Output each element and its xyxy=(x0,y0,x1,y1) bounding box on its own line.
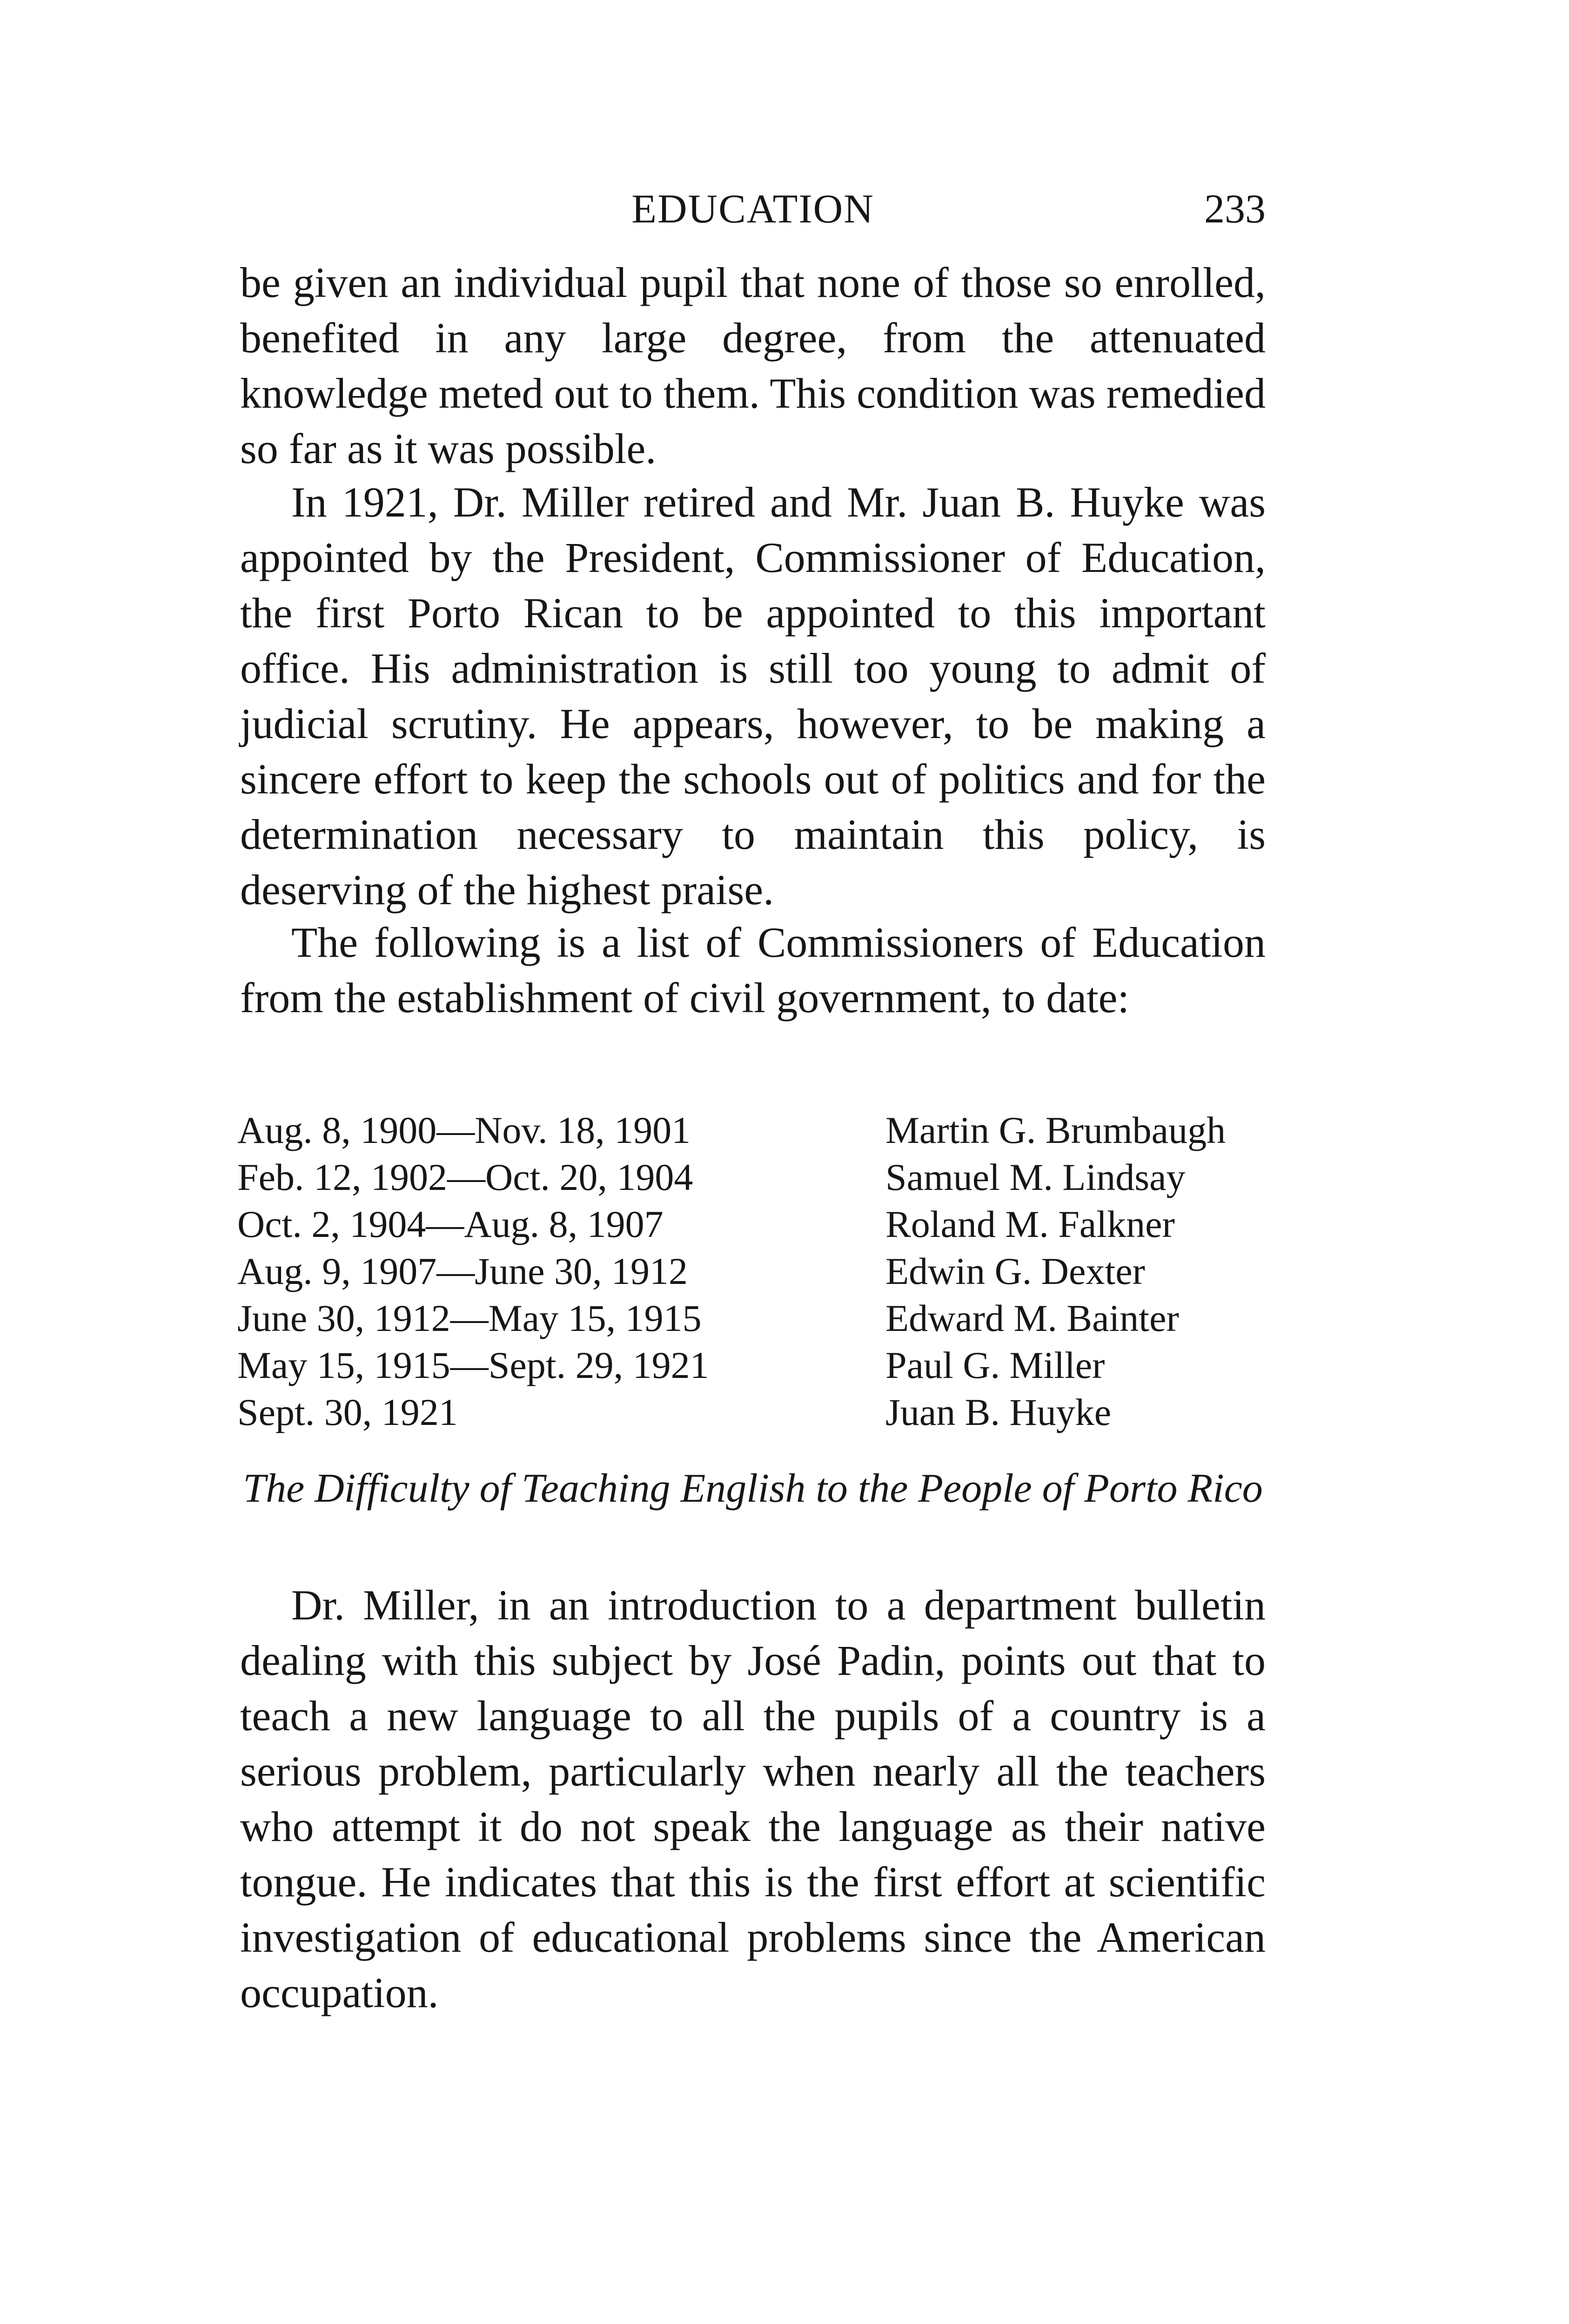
table-row xyxy=(237,1248,1267,1295)
paragraph-text: The following is a list of Commissioners of Education from the establishment of civil government, to date: xyxy=(240,919,1266,1021)
running-head xyxy=(240,179,1266,240)
paragraph-text: In 1921, Dr. Miller retired and Mr. Juan B. Huyke was appointed by the President, Commissioner of Education, the first Porto Rican to be appointed to this important office. His administration is still too young to admit of judicial scrutiny. He appears, however, to be making a sincere effort to keep the schools out of politics and for the determination necessary to maintain this policy, is deserving of the highest praise. xyxy=(240,478,1266,913)
paragraph-huyke-appointment xyxy=(240,475,1266,918)
commissioner-name: Paul G. Miller xyxy=(885,1344,1105,1386)
commissioners-table xyxy=(237,1107,1267,1436)
term-dates: Sept. 30, 1921 xyxy=(237,1391,458,1433)
paragraph-continuation xyxy=(240,255,1266,477)
table-row xyxy=(237,1154,1267,1201)
paragraph-text: Dr. Miller, in an introduction to a department bulletin dealing with this subject by José Padin, points out that to teach a new language to all the pupils of a country is a serious problem, particularly when nearly all the teachers who attempt it do not speak the language as their native tongue. He indicates that this is the first effort at scientific investigation of educational problems since the American occupation. xyxy=(240,1581,1266,2016)
commissioner-name: Juan B. Huyke xyxy=(885,1391,1112,1433)
running-title: EDUCATION xyxy=(631,187,874,232)
commissioner-name: Samuel M. Lindsay xyxy=(885,1156,1186,1198)
page-number: 233 xyxy=(1204,187,1266,232)
term-dates: May 15, 1915—Sept. 29, 1921 xyxy=(237,1344,709,1386)
commissioner-name: Edward M. Bainter xyxy=(885,1297,1179,1339)
table-row xyxy=(237,1295,1267,1342)
table-row xyxy=(237,1342,1267,1389)
term-dates: Feb. 12, 1902—Oct. 20, 1904 xyxy=(237,1156,693,1198)
commissioner-name: Martin G. Brumbaugh xyxy=(885,1109,1226,1151)
term-dates: Oct. 2, 1904—Aug. 8, 1907 xyxy=(237,1203,664,1245)
table-row xyxy=(237,1107,1267,1154)
paragraph-list-intro xyxy=(240,915,1266,1026)
table-row xyxy=(237,1201,1267,1248)
section-heading: The Difficulty of Teaching English to the People of Porto Rico xyxy=(243,1466,1263,1511)
paragraph-difficulty-teaching xyxy=(240,1578,1266,2021)
commissioner-name: Edwin G. Dexter xyxy=(885,1250,1145,1292)
term-dates: June 30, 1912—May 15, 1915 xyxy=(237,1297,702,1339)
term-dates: Aug. 9, 1907—June 30, 1912 xyxy=(237,1250,688,1292)
commissioner-name: Roland M. Falkner xyxy=(885,1203,1175,1245)
paragraph-text: be given an individual pupil that none of those so enrolled, benefited in any large degree, from the attenuated knowledge meted out to them. This condition was remedied so far as it was possible. xyxy=(240,259,1266,472)
term-dates: Aug. 8, 1900—Nov. 18, 1901 xyxy=(237,1109,691,1151)
table-row xyxy=(237,1389,1267,1436)
